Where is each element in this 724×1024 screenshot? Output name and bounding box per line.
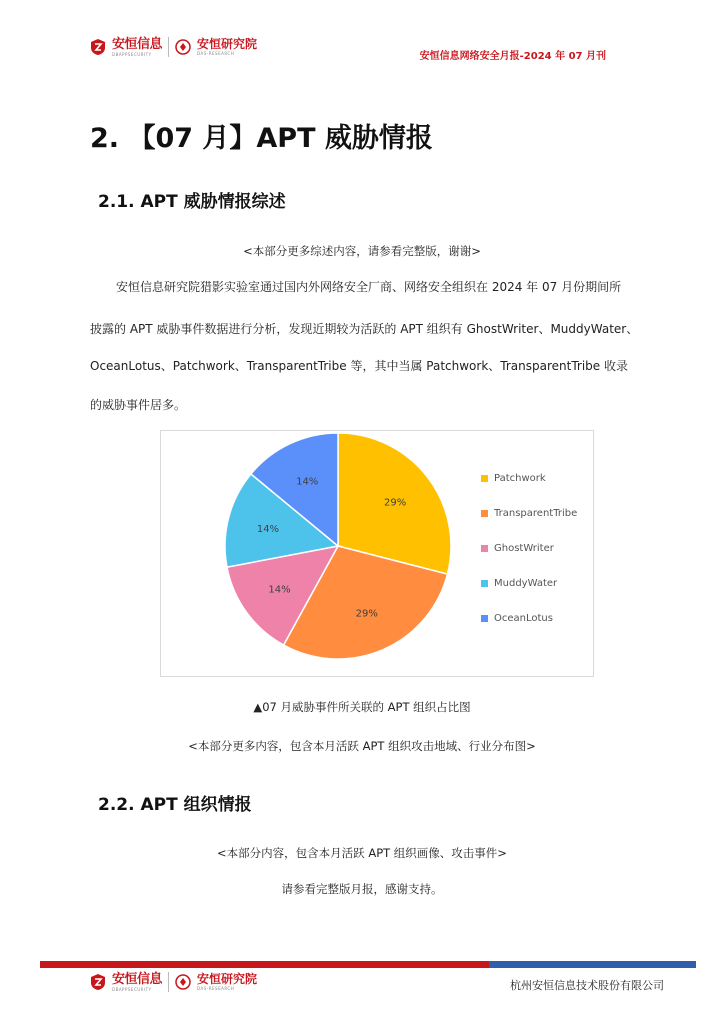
legend-item-muddywater — [481, 576, 577, 590]
apt-org-note: <本部分内容，包含本月活跃 APT 组织画像、攻击事件> — [217, 846, 507, 860]
legend-item-patchwork — [481, 471, 577, 485]
apt-pie-chart — [160, 430, 594, 677]
dbapp-logo-icon — [90, 38, 106, 56]
pie-label-patchwork: 29% — [384, 497, 407, 509]
full-report-note: 请参看完整版月报，感谢支持。 — [281, 882, 443, 896]
footer-company: 杭州安恒信息技术股份有限公司 — [510, 979, 664, 992]
logo-separator — [168, 37, 169, 57]
lab-name: 安恒研究院 — [197, 37, 258, 51]
research-logo-icon — [175, 973, 191, 991]
research-logo-icon — [175, 38, 191, 56]
chart-legend — [481, 471, 577, 625]
footer-lab-name: 安恒研究院 — [197, 972, 258, 986]
logo-sub: DBAPPSECURITY — [112, 51, 152, 57]
chart-more-note: <本部分更多内容，包含本月活跃 APT 组织攻击地域、行业分布图> — [188, 739, 536, 753]
logo-separator — [168, 972, 169, 992]
legend-item-transparenttribe — [481, 506, 577, 520]
footer-lab-sub: DAS-RESEARCH — [197, 986, 235, 991]
legend-item-oceanlotus — [481, 611, 577, 625]
legend-swatch — [481, 545, 488, 552]
pie-label-muddywater: 14% — [256, 524, 280, 536]
legend-label: Patchwork — [494, 472, 546, 484]
lab-sub: DAS-RESEARCH — [197, 51, 235, 56]
legend-swatch — [481, 580, 488, 587]
legend-label: MuddyWater — [494, 577, 558, 589]
chart-caption: ▲07 月威胁事件所关联的 APT 组织占比图 — [253, 700, 471, 714]
legend-swatch — [481, 510, 488, 517]
section-title: 2. 【07 月】APT 威胁情报 — [90, 123, 433, 154]
summary-note: <本部分更多综述内容，请参看完整版，谢谢> — [243, 244, 481, 258]
dbapp-logo-icon — [90, 973, 106, 991]
legend-label: TransparentTribe — [494, 507, 578, 519]
legend-swatch — [481, 615, 488, 622]
pie-label-ghostwriter: 14% — [268, 584, 291, 596]
footer-logo-sub: DBAPPSECURITY — [112, 986, 152, 992]
report-title: 安恒信息网络安全月报-2024 年 07 月刊 — [419, 51, 606, 62]
pie-label-transparenttribe: 29% — [355, 608, 378, 620]
footer-logo — [90, 972, 257, 992]
paragraph-line: 披露的 APT 威胁事件数据进行分析，发现近期较为活跃的 APT 组织有 GhostWriter、MuddyWater、 — [90, 322, 639, 336]
paragraph-line: 安恒信息研究院猎影实验室通过国内外网络安全厂商、网络安全组织在 2024 年 07 月份期间所 — [116, 280, 622, 294]
legend-item-ghostwriter — [481, 541, 577, 555]
paragraph-line: OceanLotus、Patchwork、TransparentTribe 等，其中当属 Patchwork、TransparentTribe 收录 — [90, 359, 628, 373]
logo-name: 安恒信息 — [112, 36, 163, 52]
header-logo — [90, 37, 257, 57]
paragraph-line: 的威胁事件居多。 — [90, 398, 187, 412]
legend-label: GhostWriter — [494, 542, 554, 554]
subsection-title-2: 2.2. APT 组织情报 — [98, 795, 252, 815]
footer-logo-name: 安恒信息 — [112, 971, 163, 987]
legend-swatch — [481, 475, 488, 482]
footer-bar-red — [40, 961, 489, 968]
legend-label: OceanLotus — [494, 612, 553, 624]
footer-bar-blue — [489, 961, 696, 968]
subsection-title-1: 2.1. APT 威胁情报综述 — [98, 192, 286, 212]
pie-label-oceanlotus: 14% — [296, 476, 319, 488]
